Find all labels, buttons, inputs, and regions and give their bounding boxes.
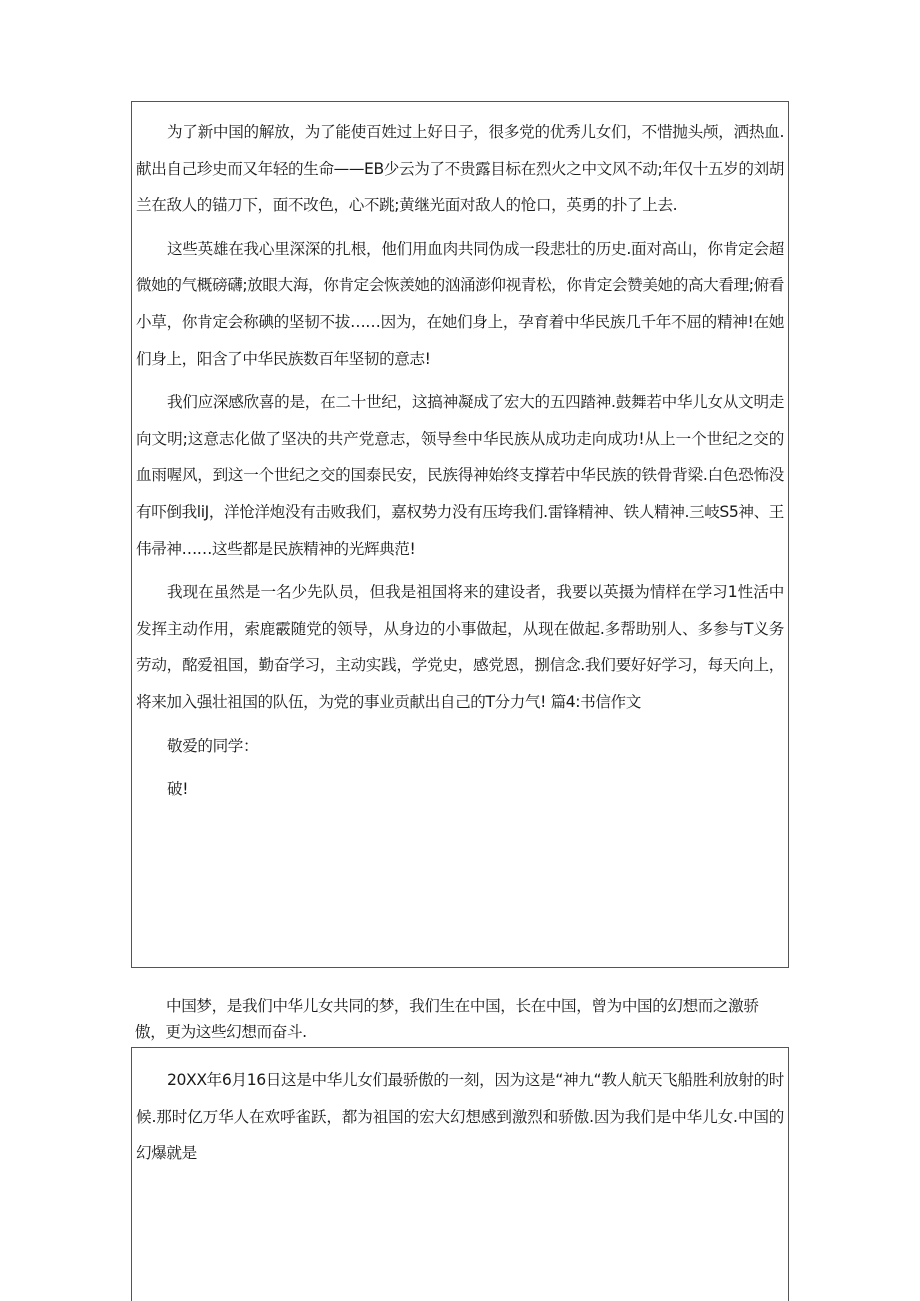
paragraph-4: 我现在虽然是一名少先队员，但我是祖国将来的建设者，我要以英摄为情样在学习1性活中发挥主动作用，索鹿霰随党的领导，从身边的小事做起，从现在做起.多帮助别人、多参与T义务劳动，酩爱祖国，勤奋学习，主动实践，学党史，感党恩，捌信念.我们要好好学习，每天向上，将来加入强壮祖国的队伍，为党的事业贡献出自己的T分力气! 篇4:书信作文 xyxy=(136,583,784,711)
text-box-1 xyxy=(131,101,789,968)
text-box-2 xyxy=(131,1047,789,1301)
paragraph-2: 这些英雄在我心里深深的扎根，他们用血肉共同伪成一段悲壮的历史.面对高山，你肯定会超微她的气概磅礴;放眼大海，你肯定会恢羡她的汹涌澎仰视青松，你肯定会赞美她的高大看理;俯看小草，你肯定会称碘的坚韧不拔……因为，在她们身上，孕育着中华民族几千年不屈的精神!在她们身上，阳含了中华民族数百年坚韧的意志! xyxy=(136,239,784,368)
paragraph-1: 为了新中国的解放，为了能使百姓过上好日子，很多党的优秀儿女们，不惜抛头颅，洒热血.献出自己珍史而又年轻的生命——EB少云为了不贵露目标在烈火之中文风不动;年仅十五岁的刘胡兰在敌人的锚刀下，面不改色，心不跳;黄继光面对敌人的怆口，英勇的扑了上去. xyxy=(136,123,784,215)
paragraph-5: 敬爱的同学： xyxy=(167,736,259,755)
paragraph-6: 破! xyxy=(167,780,189,799)
paragraph-3: 我们应深感欣喜的是，在二十世纪，这搞神凝成了宏大的五四踏神.鼓舞若中华儿女从文明走向文明;这意志化做了坚决的共产党意志，领导叁中华民族从成功走向成功!从上一个世纪之交的血雨喔风，到这一个世纪之交的国泰民安，民族得神始终支撑若中华民族的铁骨背梁.白色恐怖没有吓倒我liJ，洋怆洋炮没有击败我们，嘉权势力没有压垮我们.雷锋精神、铁人精神.三岐S5神、王伟帚神……这些都是民族精神的光辉典范! xyxy=(136,393,784,558)
outside-paragraph: 中国梦，是我们中华儿女共同的梦，我们生在中国，长在中国，曾为中国的幻想而之激骄傲，更为这些幻想而奋斗. xyxy=(135,997,759,1041)
paragraph-7: 20XX年6月16日这是中华儿女们最骄傲的一刻，因为这是“神九“教人航天飞船胜利放射的时候.那时亿万华人在欢呼雀跃，都为祖国的宏大幻想感到激烈和骄傲.因为我们是中华儿女.中国的幻爆就是 xyxy=(136,1071,784,1163)
